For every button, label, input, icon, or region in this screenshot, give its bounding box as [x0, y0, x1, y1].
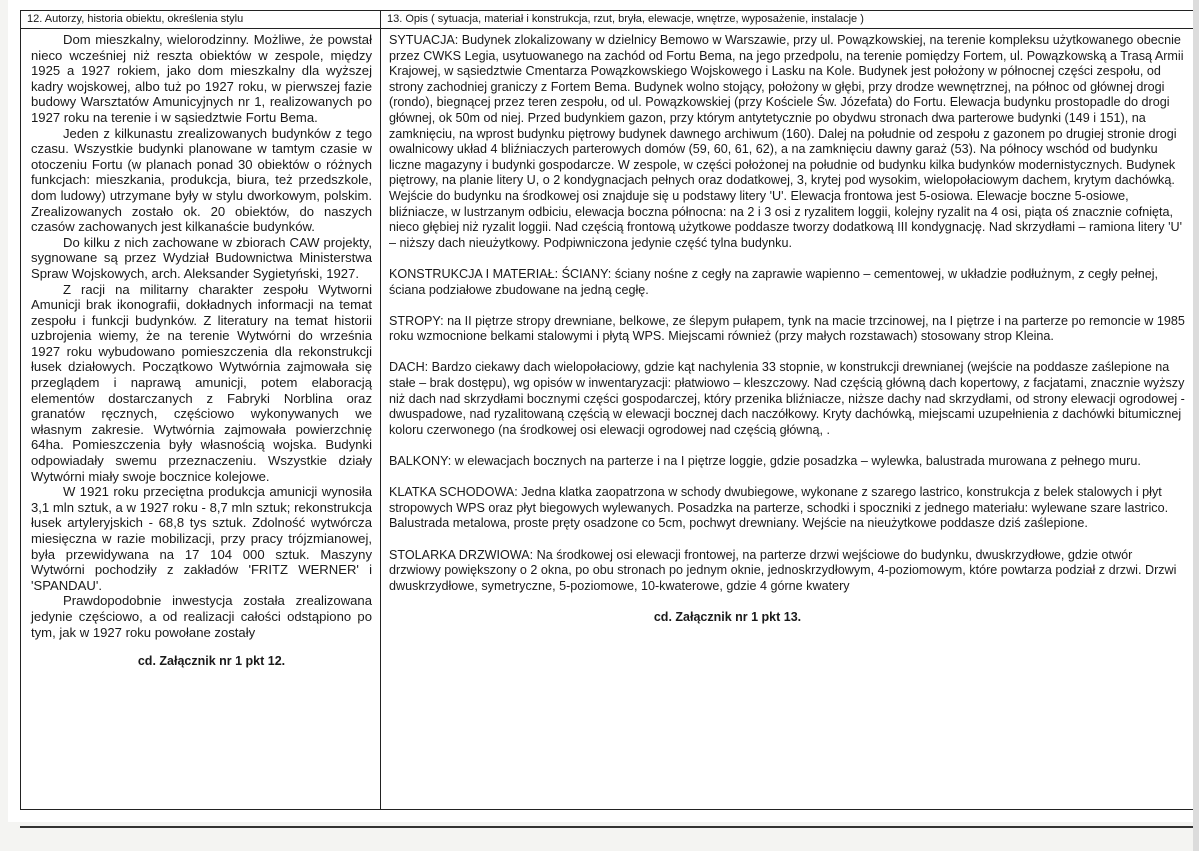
history-paragraph: Prawdopodobnie inwestycja została zrealizowana jedynie częściowo, a od realizacji całości odstąpiono po tym, jak w 1927 roku powołane zostały — [31, 593, 372, 640]
section-12-header: 12. Autorzy, historia obiektu, określenia stylu — [21, 11, 380, 29]
description-paragraph-balconies: BALKONY: w elewacjach bocznych na parterze i na I piętrze loggie, gdzie posadzka – wylewka, balustrada murowana z pełnego muru. — [389, 454, 1141, 469]
section-13-header: 13. Opis ( sytuacja, materiał i konstrukcja, rzut, bryła, elewacje, wnętrze, wyposażenie, instalacje ) — [381, 11, 1194, 29]
scan-edge-shadow — [1193, 0, 1199, 851]
history-paragraph: Dom mieszkalny, wielorodzinny. Możliwe, że powstał nieco wcześniej niż reszta obiektów w zespole, między 1925 a 1927 rokiem, jako dom mieszkalny dla wyższej kadry wojskowej, albo tuż po 1927 roku, w pierwszej fazie budowy Warsztatów Amunicyjnych nr 1, realizowanych po 1927 roku na terenie i w sąsiedztwie Fortu Bema. — [31, 32, 372, 125]
form-table — [20, 10, 1195, 810]
description-paragraph-situation: SYTUACJA: Budynek zlokalizowany w dzielnicy Bemowo w Warszawie, przy ul. Powązkowskiej, na terenie kompleksu użytkowanego obecnie przez CWKS Legia, usytuowanego na zachód od Fortu Bema, na jego przedpolu, na terenie pomiędzy Fortem, ul. Powązkowską a Trasą Armii Krajowej, w sąsiedztwie Cmentarza Powązkowskiego Wojskowego i Lasku na Kole. Budynek jest położony w północnej części zespołu, od strony zachodniej graniczy z Fortem Bema. Budynek wolno stojący, położony w głębi, przy drodze wewnętrznej, na północ od głównej drogi (rondo), biegnącej przez teren zespołu, od ul. Powązkowskiej (przy Kościele Św. Józefata) do Fortu. Elewacja budynku prostopadle do drogi głównej, ok 50m od niej. Przed budynkiem gazon, przy którym antytetycznie po obydwu stronach dwa parterowe budynki (149 i 151), na zamknięciu, na wprost budynku piętrowy budynek dawnego archiwum (160). Dalej na południe od zespołu z gazonem po drugiej stronie drogi owalnicowy układ 4 bliźniaczych parterowych domów (59, 60, 61, 62), a na zamknięciu dawny garaż (53). Na północy wschód od budynku liczne magazyny i budynki gospodarcze. W zespole, w części położonej na południe od budynku kilka budynków modernistycznych. Budynek piętrowy, na planie litery U, o 2 kondygnacjach pełnych oraz dodatkowej, 3, krytej pod wysokim, wielopołaciowym dachem, krytym dachówką. Wejście do budynku na środkowej osi znajduje się u podstawy litery 'U'. Elewacja frontowa jest 5-osiowa. Elewacje boczne 5-osiowe, bliźniacze, w lustrzanym odbiciu, elewacja boczna północna: na 2 i 3 osi z ryzalitem loggii, kolejny ryzalit na 4 osi, piąta oś znacznie cofnięta, nieco głębiej niż ryzalit loggii. Nad częścią frontową użytkowe poddasze tworzy dodatkową III kondygnację. Nad skrzydłami – ramiona litery 'U' – niższy dach nieużytkowy. Podpiwniczona jedynie część tylna budynku. — [389, 33, 1184, 250]
history-paragraph: Do kilku z nich zachowane w zbiorach CAW projekty, sygnowane są przez Wydział Budownictwa Ministerstwa Spraw Wojskowych, arch. Aleksander Sygietyński, 1927. — [31, 234, 372, 281]
description-paragraph-walls: KONSTRUKCJA I MATERIAŁ: ŚCIANY: ściany nośne z cegły na zaprawie wapienno – cementowej, w układzie podłużnym, z cegły pełnej, ściana podziałowe zbudowane na jedną cegłę. — [389, 266, 1159, 297]
page-bottom-rule — [20, 826, 1199, 828]
history-paragraph: W 1921 roku przeciętna produkcja amunicji wynosiła 3,1 mln sztuk, a w 1927 roku - 8,7 mln sztuk; rekonstrukcja łusek artyleryjskich - 68,8 tys sztuk. Zdolność wytwórcza miesięczna w razie mobilizacji, przy pracy trójzmianowej, była przewidywana na 17 104 000 sztuk. Maszyny Wytwórni pochodziły z zakładów 'FRITZ WERNER' i 'SPANDAU'. — [31, 484, 372, 593]
section-12-column — [21, 11, 381, 809]
section-12-body — [21, 29, 380, 670]
description-paragraph-doors: STOLARKA DRZWIOWA: Na środkowej osi elewacji frontowej, na parterze drzwi wejściowe do budynku, dwuskrzydłowe, gdzie otwór drzwiowy powiększony o 2 okna, po obu stronach po jednym oknie, jednoskrzydłowym, 4-poziomowym, które powtarza podział z drzwi. Drzwi dwuskrzydłowe, symetryczne, 5-poziomowe, 10-kwaterowe, gdzie 4 górne kwatery — [389, 547, 1177, 593]
description-paragraph-roof: DACH: Bardzo ciekawy dach wielopołaciowy, gdzie kąt nachylenia 33 stopnie, w konstrukcji drewnianej (wejście na poddasze zaślepione na stałe – brak dostępu), wg opisów w inwentaryzacji: płatwiowo – kleszczowy. Nad częścią główną dach kopertowy, z facjatami, znacznie wyższy niż dach nad skrzydłami bocznymi części gospodarczej, który przenika bliźniacze, niższe dachy nad skrzydłami, od strony elewacji ogrodowej - dwuspadowe, nad ryzalitowaną częścią w elewacji bocznej dach naczółkowy. Kryty dachówką, miejscami uzupełnienia z dachówki bitumicznej koloru czerwonego (na środkowej osi elewacji ogrodowej nad częścią główną, . — [389, 360, 1185, 437]
history-paragraph: Z racji na militarny charakter zespołu Wytworni Amunicji brak ikonografii, dokładnych informacji na temat zespołu i funkcji budynków. Z literatury na temat historii uzbrojenia wiemy, że na terenie Wytwórni do września 1927 roku wybudowano pomieszczenia dla rekonstrukcji łusek działowych. Początkowo Wytwórnia zajmowała się przeglądem i naprawą amunicji, potem elaboracją elementów dostarczanych z Fabryki Norblina oraz granatów ręcznych, częściowo wykonywanych we własnym zakresie. Wytwórnia zajmowała powierzchnię 64ha. Pomieszczenia były własnością wojska. Budynki odpowiadały swemu przeznaczeniu. Wszystkie działy Wytwórni miały swoje bocznice kolejowe. — [31, 281, 372, 484]
description-paragraph-ceilings: STROPY: na II piętrze stropy drewniane, belkowe, ze ślepym pułapem, tynk na macie trzcinowej, na I piętrze i na parterze po remoncie w 1985 roku wzmocnione belkami stalowymi i płytą WPS. Miejscami również (przy małych rozstawach) stosowany strop Kleina. — [389, 313, 1185, 344]
history-paragraph: Jeden z kilkunastu zrealizowanych budynków z tego czasu. Wszystkie budynki planowane w tamtym czasie w otoczeniu Fortu (w planach ponad 30 obiektów o różnych funkcjach: mieszkania, produkcja, biura, też przedszkole, dom ludowy) utrzymane były w stylu dworkowym, polskim. Zrealizowanych zostało ok. 20 obiektów, do naszych czasów zachowanych jest kilkanaście budynków. — [31, 125, 372, 235]
section-13-continuation-note: cd. Załącznik nr 1 pkt 13. — [653, 610, 802, 625]
section-13-body — [381, 29, 1194, 626]
description-paragraph-staircase: KLATKA SCHODOWA: Jedna klatka zaopatrzona w schody dwubiegowe, wykonane z szarego lastrico, konstrukcja z belek stalowych i płyt stropowych WPS oraz płyt biegowych wylewanych. Posadzka na parterze, schodki i spoczniki z jednego materiału: wylewane szare lastrico. Balustrada metalowa, proste pręty osadzone co 5cm, pochwyt drewniany. Wejście na nieużytkowe poddasze dziś zaślepione. — [389, 485, 1169, 531]
section-13-column — [381, 11, 1194, 809]
document-sheet — [8, 0, 1199, 822]
section-12-continuation-note: cd. Załącznik nr 1 pkt 12. — [137, 654, 286, 669]
